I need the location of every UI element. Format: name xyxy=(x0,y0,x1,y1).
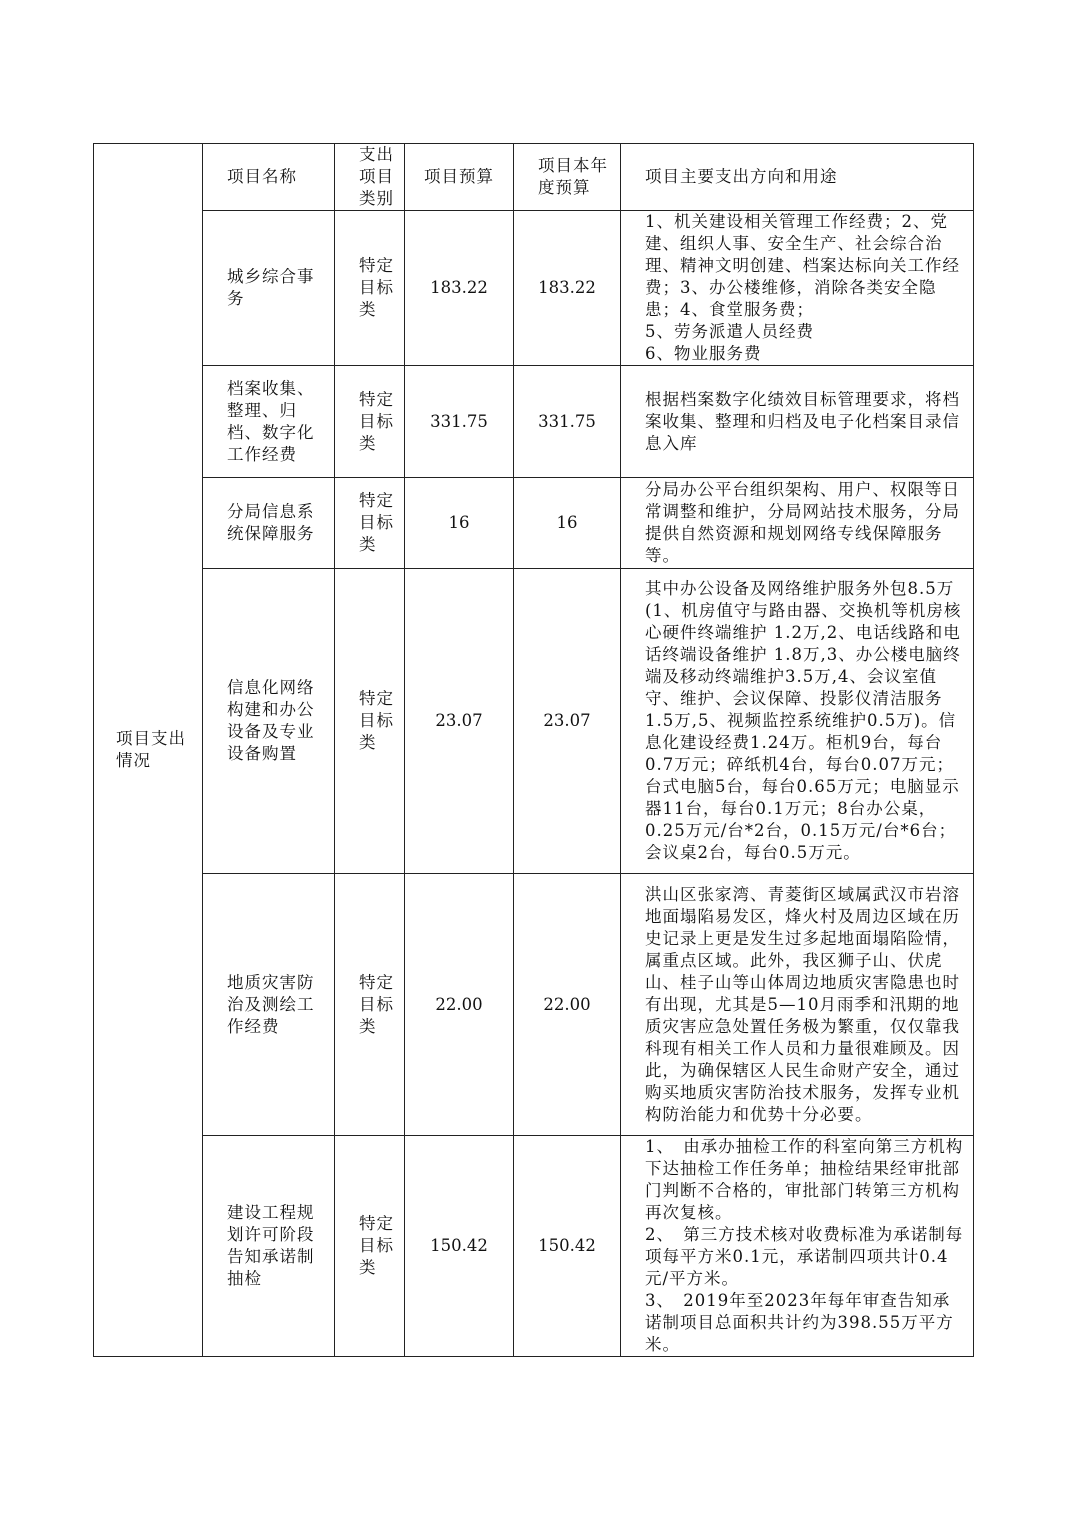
table-row xyxy=(94,874,974,1136)
section-label: 项目支出情况 xyxy=(94,144,203,1357)
purpose-line: 2、 第三方技术核对收费标准为承诺制每项每平方米0.1元，承诺制四项共计0.4元/平方米。 xyxy=(645,1225,964,1288)
row-annual-budget: 16 xyxy=(514,478,621,569)
row-purpose: 根据档案数字化绩效目标管理要求，将档案收集、整理和归档及电子化档案目录信息入库 xyxy=(621,366,974,478)
row-purpose xyxy=(621,211,974,366)
purpose-line: 6、物业服务费 xyxy=(645,344,762,363)
row-purpose xyxy=(621,1136,974,1357)
header-name: 项目名称 xyxy=(203,144,335,211)
row-budget: 16 xyxy=(405,478,514,569)
table-row xyxy=(94,211,974,366)
table-row xyxy=(94,569,974,874)
row-type: 特定目标类 xyxy=(335,211,405,366)
row-type: 特定目标类 xyxy=(335,366,405,478)
table-row xyxy=(94,478,974,569)
row-name: 建设工程规划许可阶段告知承诺制抽检 xyxy=(203,1136,335,1357)
row-name: 城乡综合事务 xyxy=(203,211,335,366)
purpose-line: 1、 由承办抽检工作的科室向第三方机构下达抽检工作任务单；抽检结果经审批部门判断不合格的，审批部门转第三方机构再次复核。 xyxy=(645,1137,964,1222)
header-type: 支出项目类别 xyxy=(335,144,405,211)
row-annual-budget: 331.75 xyxy=(514,366,621,478)
header-budget: 项目预算 xyxy=(405,144,514,211)
row-budget: 22.00 xyxy=(405,874,514,1136)
row-name: 分局信息系统保障服务 xyxy=(203,478,335,569)
header-annual-budget: 项目本年度预算 xyxy=(514,144,621,211)
header-purpose: 项目主要支出方向和用途 xyxy=(621,144,974,211)
row-type: 特定目标类 xyxy=(335,478,405,569)
table-row xyxy=(94,366,974,478)
row-budget: 150.42 xyxy=(405,1136,514,1357)
row-budget: 331.75 xyxy=(405,366,514,478)
row-name: 地质灾害防治及测绘工作经费 xyxy=(203,874,335,1136)
row-purpose: 分局办公平台组织架构、用户、权限等日常调整和维护，分局网站技术服务，分局提供自然资源和规划网络专线保障服务等。 xyxy=(621,478,974,569)
row-type: 特定目标类 xyxy=(335,1136,405,1357)
project-expenditure-table xyxy=(93,143,974,1357)
row-annual-budget: 183.22 xyxy=(514,211,621,366)
row-type: 特定目标类 xyxy=(335,569,405,874)
row-purpose: 其中办公设备及网络维护服务外包8.5万(1、机房值守与路由器、交换机等机房核心硬件终端维护 1.2万,2、电话线路和电话终端设备维护 1.8万,3、办公楼电脑终端及移动终端维护3.5万,4、会议室值守、维护、会议保障、投影仪清洁服务 1.5万,5、视频监控系统维护0.5万)。信息化建设经费1.24万。柜机9台，每台0.7万元；碎纸机4台，每台0.07万元；台式电脑5台，每台0.65万元；电脑显示器11台，每台0.1万元；8台办公桌，0.25万元/台*2台，0.15万元/台*6台；会议桌2台，每台0.5万元。 xyxy=(621,569,974,874)
row-type: 特定目标类 xyxy=(335,874,405,1136)
purpose-line: 5、劳务派遣人员经费 xyxy=(645,322,814,341)
row-purpose: 洪山区张家湾、青菱街区域属武汉市岩溶地面塌陷易发区，烽火村及周边区域在历史记录上更是发生过多起地面塌陷险情，属重点区域。此外，我区狮子山、伏虎山、桂子山等山体周边地质灾害隐患也时有出现，尤其是5—10月雨季和汛期的地质灾害应急处置任务极为繁重，仅仅靠我科现有相关工作人员和力量很难顾及。因此，为确保辖区人民生命财产安全，通过购买地质灾害防治技术服务，发挥专业机构防治能力和优势十分必要。 xyxy=(621,874,974,1136)
table-row xyxy=(94,1136,974,1357)
row-name: 信息化网络构建和办公设备及专业设备购置 xyxy=(203,569,335,874)
row-budget: 23.07 xyxy=(405,569,514,874)
header-row xyxy=(94,144,974,211)
row-annual-budget: 150.42 xyxy=(514,1136,621,1357)
row-annual-budget: 22.00 xyxy=(514,874,621,1136)
purpose-line: 1、机关建设相关管理工作经费；2、党建、组织人事、安全生产、社会综合治理、精神文明创建、档案达标向关工作经费；3、办公楼维修，消除各类安全隐患；4、食堂服务费； xyxy=(645,212,960,319)
row-name: 档案收集、整理、归档、数字化工作经费 xyxy=(203,366,335,478)
row-budget: 183.22 xyxy=(405,211,514,366)
row-annual-budget: 23.07 xyxy=(514,569,621,874)
purpose-line: 3、 2019年至2023年每年审查告知承诺制项目总面积共计约为398.55万平方米。 xyxy=(645,1291,954,1354)
